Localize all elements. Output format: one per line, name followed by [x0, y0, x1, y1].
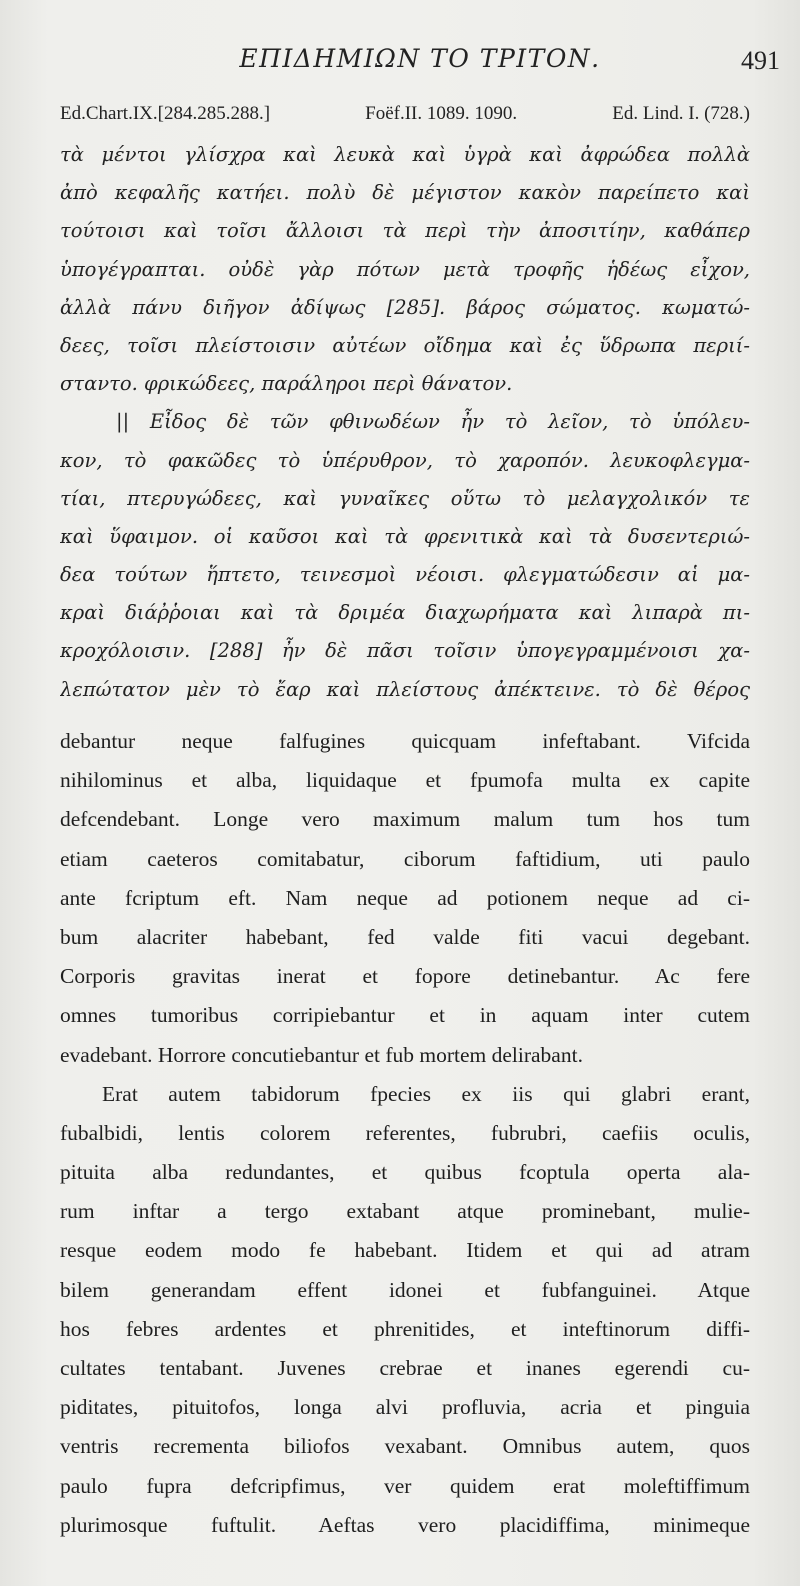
greek-line: λεπώτατον μὲν τὸ ἔαρ καὶ πλείστους ἀπέκτεινε. τὸ δὲ θέρος — [60, 677, 750, 701]
latin-line: plurimosque fuftulit. Aeftas vero placidiffima, minimeque — [60, 1512, 750, 1537]
latin-line: fubalbidi, lentis colorem referentes, fubrubri, caefiis oculis, — [60, 1120, 750, 1145]
latin-line: ante fcriptum eft. Nam neque ad potionem neque ad ci- — [60, 885, 750, 910]
greek-line: τὰ μέντοι γλίσχρα καὶ λευκὰ καὶ ὑγρὰ καὶ ἀφρώδεα πολλὰ — [60, 143, 750, 166]
greek-line: || Εἶδος δὲ τῶν φθινωδέων ἦν τὸ λεῖον, τὸ ὑπόλευ- — [116, 410, 750, 434]
latin-line: rum inftar a tergo extabant atque prominebant, mulie- — [60, 1199, 750, 1224]
running-title: ΕΠΙΔΗΜΙΩΝ ΤΟ ΤΡΙΤΟΝ. — [239, 44, 601, 73]
greek-line: κροχόλοισιν. [288] ἦν δὲ πᾶσι τοῖσιν ὑπογεγραμμένοισι χα- — [60, 639, 750, 663]
latin-text-block — [60, 722, 750, 1545]
latin-line: nihilominus et alba, liquidaque et fpumofa multa ex capite — [60, 768, 750, 793]
greek-line: σταντο. φρικώδεες, παράληροι περὶ θάνατον. — [60, 372, 513, 396]
latin-line: debantur neque falfugines quicquam infeftabant. Vifcida — [60, 729, 750, 753]
latin-line: Corporis gravitas inerat et fopore detinebantur. Ac fere — [60, 964, 750, 989]
latin-line: hos febres ardentes et phrenitides, et inteftinorum diffi- — [60, 1316, 750, 1341]
latin-line: pituita alba redundantes, et quibus fcoptula operta ala- — [60, 1160, 750, 1185]
greek-text-block — [60, 136, 750, 709]
latin-line: cultates tentabant. Juvenes crebrae et inanes egerendi cu- — [60, 1356, 750, 1380]
latin-line: Erat autem tabidorum fpecies ex iis qui glabri erant, — [102, 1081, 750, 1106]
greek-line: κραὶ διάῤῥοιαι καὶ τὰ δριμέα διαχωρήματα καὶ λιπαρὰ πι- — [60, 601, 750, 625]
page-number: 491 — [741, 46, 780, 75]
greek-line: δεα τούτων ἥπτετο, τεινεσμοὶ νέοισι. φλεγματώδεσιν αἱ μα- — [60, 563, 750, 587]
latin-line: ventris recrementa biliofos vexabant. Omnibus autem, quos — [60, 1434, 750, 1459]
greek-line: τούτοισι καὶ τοῖσι ἄλλοισι τὰ περὶ τὴν ἀποσιτίην, καθάπερ — [60, 219, 750, 243]
greek-line: δεες, τοῖσι πλείστοισιν αὐτέων οἴδημα καὶ ἐς ὕδρωπα περιί- — [60, 333, 750, 357]
latin-line: evadebant. Horrore concutiebantur et fub mortem delirabant. — [60, 1042, 583, 1067]
latin-line: defcendebant. Longe vero maximum malum tum hos tum — [60, 807, 750, 832]
latin-line: paulo fupra defcripfimus, ver quidem erat moleftiffimum — [60, 1473, 750, 1498]
page-header — [60, 44, 780, 94]
reference-foesius: Foëf.II. 1089. 1090. — [365, 103, 518, 124]
latin-line: etiam caeteros comitabatur, ciborum faftidium, uti paulo — [60, 846, 750, 871]
latin-line: resque eodem modo fe habebant. Itidem et qui ad atram — [60, 1238, 750, 1263]
greek-line: ὑπογέγραπται. οὐδὲ γὰρ πότων μετὰ τροφῆς ἡδέως εἶχον, — [60, 257, 750, 281]
latin-line: omnes tumoribus corripiebantur et in aquam inter cutem — [60, 1003, 750, 1028]
greek-line: κον, τὸ φακῶδες τὸ ὑπέρυθρον, τὸ χαροπόν. λευκοφλεγμα- — [60, 448, 750, 472]
edition-references — [60, 103, 750, 125]
reference-chartier: Ed.Chart.IX.[284.285.288.] — [60, 103, 271, 124]
greek-line: τίαι, πτερυγώδεες, καὶ γυναῖκες οὕτω τὸ μελαγχολικόν τε — [60, 486, 750, 510]
greek-line: ἀπὸ κεφαλῆς κατήει. πολὺ δὲ μέγιστον κακὸν παρείπετο καὶ — [60, 181, 750, 205]
latin-line: piditates, pituitofos, longa alvi profluvia, acria et pinguia — [60, 1395, 750, 1420]
reference-linden: Ed. Lind. I. (728.) — [612, 103, 750, 124]
latin-line: bum alacriter habebant, fed valde fiti vacui degebant. — [60, 924, 750, 949]
greek-line: καὶ ὕφαιμον. οἱ καῦσοι καὶ τὰ φρενιτικὰ καὶ τὰ δυσεντεριώ- — [60, 524, 750, 548]
latin-line: bilem generandam effent idonei et fubfanguinei. Atque — [60, 1277, 750, 1302]
greek-line: ἀλλὰ πάνυ διῆγον ἀδίψως [285]. βάρος σώματος. κωματώ- — [60, 295, 750, 319]
